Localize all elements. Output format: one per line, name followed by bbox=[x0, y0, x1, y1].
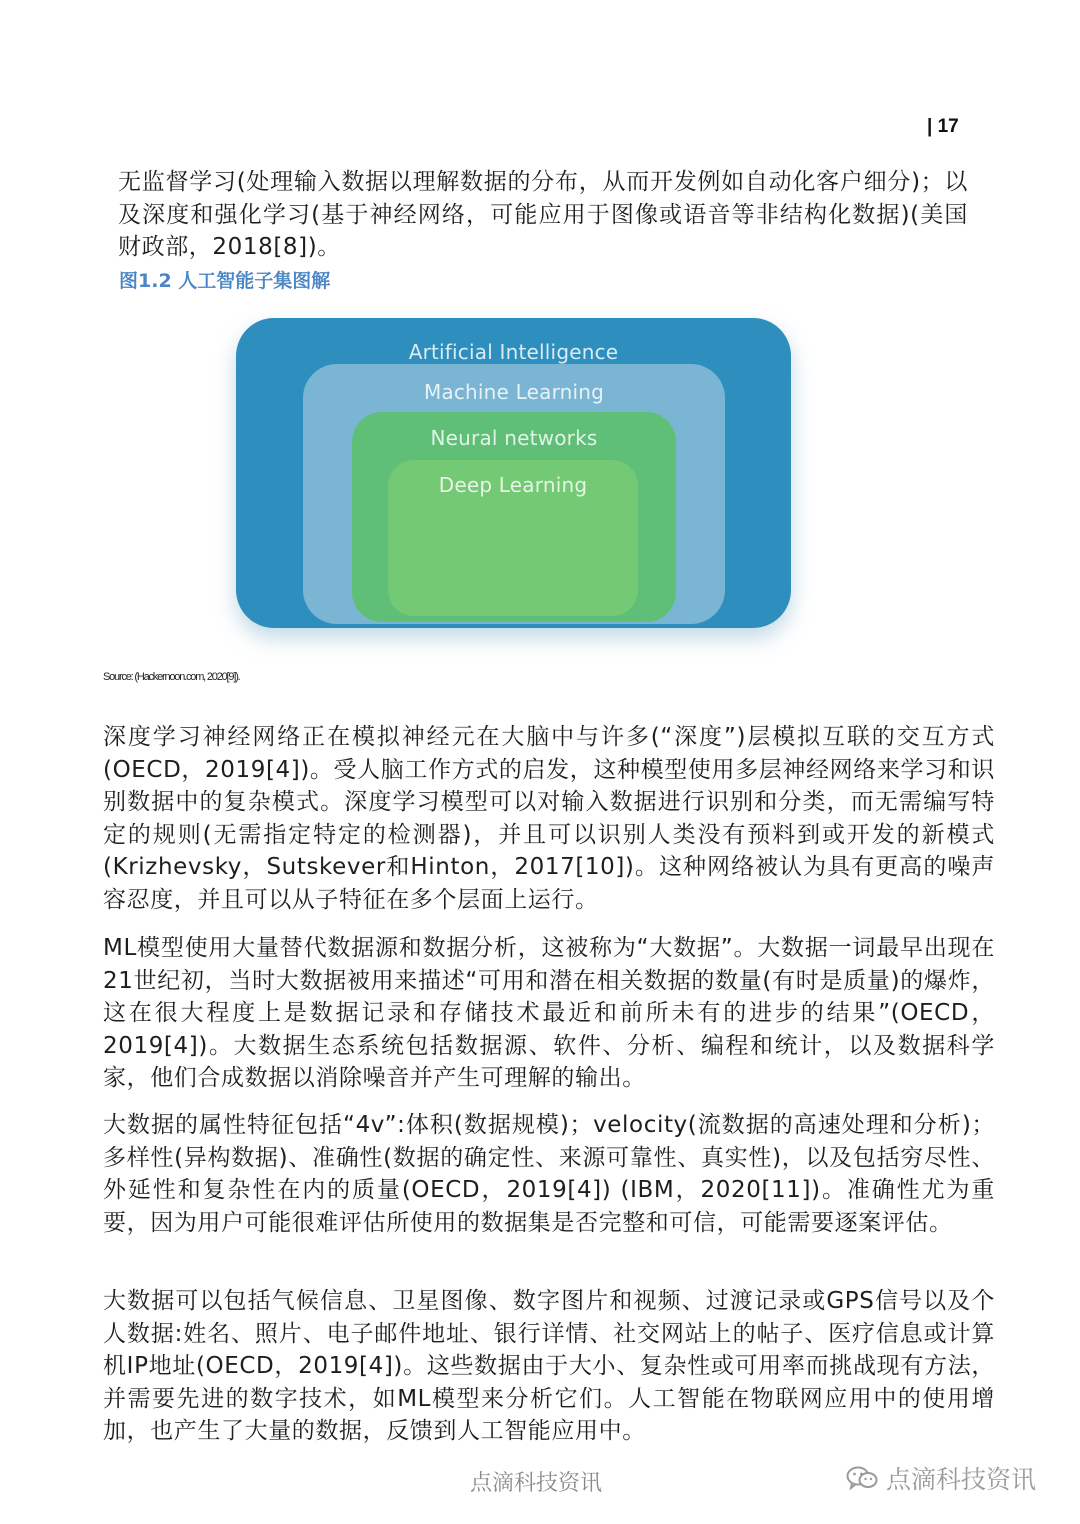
wechat-icon bbox=[846, 1465, 878, 1491]
layer-label-dl: Deep Learning bbox=[438, 473, 588, 497]
watermark bbox=[846, 1460, 1036, 1496]
figure-caption: 图1.2 人工智能子集图解 bbox=[119, 270, 331, 292]
watermark-text: 点滴科技资讯 bbox=[886, 1465, 1037, 1494]
footer-text: 点滴科技资讯 bbox=[470, 1471, 603, 1496]
paragraph-4: 大数据可以包括气候信息、卫星图像、数字图片和视频、过渡记录或GPS信号以及个人数据:姓名、照片、电子邮件地址、银行详情、社交网站上的帖子、医疗信息或计算机IP地址(OECD，2019[4])。这些数据由于大小、复杂性或可用率而挑战现有方法，并需要先进的数字技术，如ML模型来分析它们。人工智能在物联网应用中的使用增加，也产生了大量的数据，反馈到人工智能应用中。 bbox=[103, 1288, 995, 1445]
layer-label-ml: Machine Learning bbox=[423, 380, 605, 404]
figure-source: Source: (Hackernoon.com, 2020[9]). bbox=[103, 671, 240, 683]
paragraph-3: 大数据的属性特征包括“4v”:体积(数据规模)；velocity(流数据的高速处理和分析)；多样性(异构数据)、准确性(数据的确定性、来源可靠性、真实性)，以及包括穷尽性、外延性和复杂性在内的质量(OECD，2019[4]) (IBM，2020[11])。准确性尤为重要，因为用户可能很难评估所使用的数据集是否完整和可信，可能需要逐案评估。 bbox=[103, 1112, 995, 1236]
layer-deep-learning bbox=[388, 460, 638, 616]
intro-paragraph: 无监督学习(处理输入数据以理解数据的分布，从而开发例如自动化客户细分)；以及深度和强化学习(基于神经网络，可能应用于图像或语音等非结构化数据)(美国财政部，2018[8])。 bbox=[118, 169, 968, 261]
page-number: | 17 bbox=[927, 116, 959, 137]
layer-label-ai: Artificial Intelligence bbox=[408, 340, 619, 364]
paragraph-2: ML模型使用大量替代数据源和数据分析，这被称为“大数据”。大数据一词最早出现在21世纪初，当时大数据被用来描述“可用和潜在相关数据的数量(有时是质量)的爆炸，这在很大程度上是数据记录和存储技术最近和前所未有的进步的结果”(OECD，2019[4])。大数据生态系统包括数据源、软件、分析、编程和统计，以及数据科学家，他们合成数据以消除噪音并产生可理解的输出。 bbox=[103, 935, 995, 1092]
layer-label-nn: Neural networks bbox=[430, 426, 598, 450]
ai-subsets-diagram bbox=[216, 312, 821, 652]
paragraph-1: 深度学习神经网络正在模拟神经元在大脑中与许多(“深度”)层模拟互联的交互方式(OECD，2019[4])。受人脑工作方式的启发，这种模型使用多层神经网络来学习和识别数据中的复杂模式。深度学习模型可以对输入数据进行识别和分类，而无需编写特定的规则(无需指定特定的检测器)，并且可以识别人类没有预料到或开发的新模式(Krizhevsky，Sutskever和Hinton，2017[10])。这种网络被认为具有更高的噪声容忍度，并且可以从子特征在多个层面上运行。 bbox=[103, 724, 995, 913]
